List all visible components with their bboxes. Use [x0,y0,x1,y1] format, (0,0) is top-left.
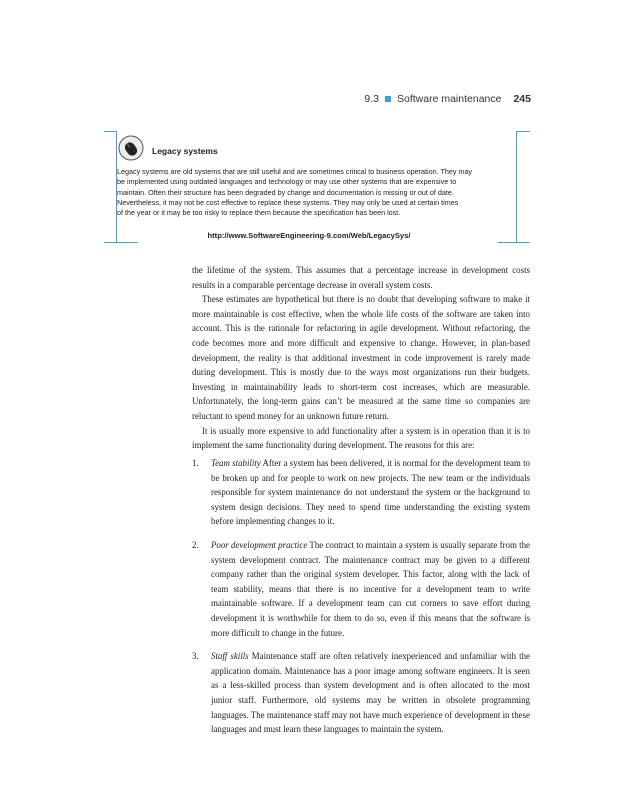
reasons-list [192,456,530,746]
web-box-line: be implemented using outdated languages and technology or may use other systems that are expensive to [117,177,457,187]
list-text: Maintenance staff are often relatively inexperienced and unfamiliar with the application domain. Maintenance has a poor image among software engineers. It is seen as a less-skilled process than system development and is often allocated to the most junior staff. Furthermore, old systems may be written in obsolete programming languages. The maintenance staff may not have much experience of development in these languages and must learn these languages to maintain the system. [211,651,530,735]
list-term: Team stability [211,458,261,468]
running-header [364,93,531,105]
list-text: The contract to maintain a system is usually separate from the system development contract. The maintenance contract may be given to a different company rather than the original system developer. This factor, along with the lack of team stability, means that there is no incentive for a development team to write maintainable software. If a development team can cut corners to save effort during development it is worthwhile for them to do so, even if this means that the software is more difficult to change in the future. [211,539,530,638]
list-item [192,649,530,737]
list-number: 2. [192,539,199,550]
chapter-title: Software maintenance [396,93,502,105]
paragraph: These estimates are hypothetical but there is no doubt that developing software to make it more maintainable is cost effective, when the whole life costs of the software are taken into account. This is the rationale for refactoring in agile development. Without refactoring, the code becomes more and more difficult and expensive to change. However, in plan-based development, the reality is that additional investment in code improvement is rarely made during development. This is mostly due to the ways most organizations run their budgets. Investing in maintainability leads to short-term cost increases, which are measurable. Unfortunately, the long-term gains can’t be measured at the same time so companies are reluctant to spend money for an unknown future return. [192,294,530,421]
bullet-square-icon [385,96,391,102]
web-box-line: Legacy systems are old systems that are still useful and are sometimes critical to business operation. They may [117,167,473,176]
list-item [192,538,530,640]
web-box-line: of the year or it may be too risky to replace them because the specification has been lost. [117,208,401,218]
mouse-icon [118,135,144,161]
list-number: 3. [192,651,199,662]
list-term: Poor development practice [211,539,308,550]
web-box-description [117,167,527,218]
web-box-title: Legacy systems [152,146,218,156]
list-item [192,456,530,529]
web-box-line: Nevertheless, it may not be cost effective to replace these systems. They may only be used at certain times [117,197,459,207]
list-term: Staff skills [211,651,249,662]
list-number: 1. [192,458,199,468]
list-text: After a system has been delivered, it is normal for the development team to be broken up and for people to work on new projects. The new team or the individuals responsible for system maintenance do not understand the system or the background to system design decisions. They need to spend time understanding the existing system before implementing changes to it. [211,458,530,527]
paragraph: It is usually more expensive to add functionality after a system is in operation than it is to implement the same functionality during development. The reasons for this are: [192,425,530,451]
section-number: 9.3 [364,93,379,105]
web-box-url[interactable]: http://www.SoftwareEngineering-9.com/Web/LegacySys/ [207,231,411,240]
page-number: 245 [513,93,531,105]
web-box-line: maintain. Often their structure has been degraded by change and documentation is missing or out of date. [117,187,454,197]
body-text [192,263,530,453]
paragraph: the lifetime of the system. This assumes that a percentage increase in development costs results in a comparable percentage decrease in overall system costs. [192,265,530,290]
